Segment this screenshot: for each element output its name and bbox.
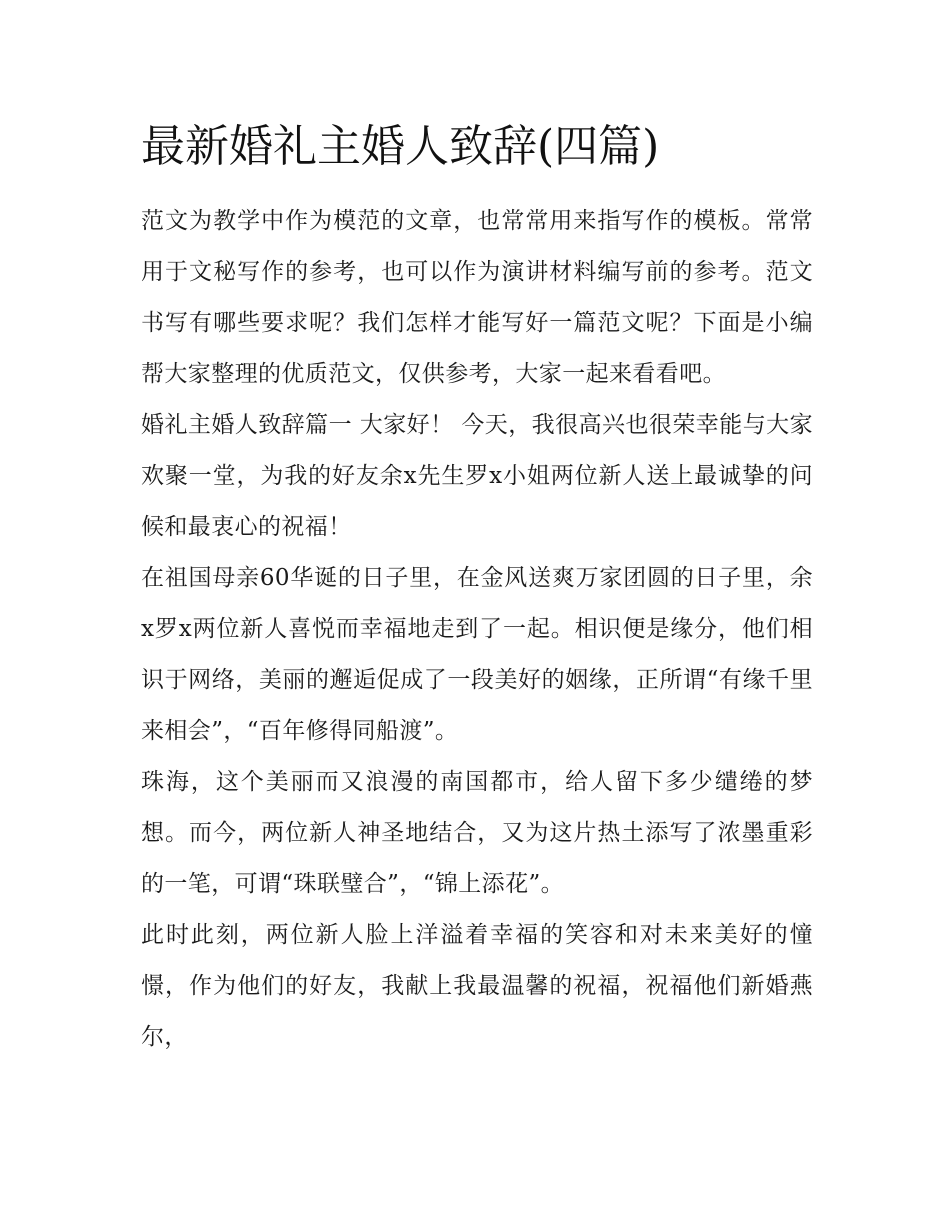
document-title: 最新婚礼主婚人致辞(四篇) [141, 121, 660, 172]
document-page [141, 112, 813, 1063]
meeting-paragraph: 在祖国母亲60华诞的日子里，在金风送爽万家团圆的日子里，余x罗x两位新人喜悦而幸福地走到了一起。相识便是缘分，他们相识于网络，美丽的邂逅促成了一段美好的姻缘，正所谓“有缘千里来相会”，“百年修得同船渡”。 [141, 565, 813, 744]
blessing-paragraph: 此时此刻，两位新人脸上洋溢着幸福的笑容和对未来美好的憧憬，作为他们的好友，我献上我最温馨的祝福，祝福他们新婚燕尔， [141, 922, 813, 1050]
greeting-paragraph: 婚礼主婚人致辞篇一 大家好！ 今天，我很高兴也很荣幸能与大家欢聚一堂，为我的好友余x先生罗x小姐两位新人送上最诚挚的问候和最衷心的祝福！ [141, 412, 813, 540]
zhuhai-paragraph: 珠海，这个美丽而又浪漫的南国都市，给人留下多少缱绻的梦想。而今，两位新人神圣地结合，又为这片热土添写了浓墨重彩的一笔，可谓“珠联璧合”，“锦上添花”。 [141, 769, 813, 897]
intro-paragraph: 范文为教学中作为模范的文章，也常常用来指写作的模板。常常用于文秘写作的参考，也可以作为演讲材料编写前的参考。范文书写有哪些要求呢？我们怎样才能写好一篇范文呢？下面是小编帮大家整理的优质范文，仅供参考，大家一起来看看吧。 [141, 208, 813, 387]
